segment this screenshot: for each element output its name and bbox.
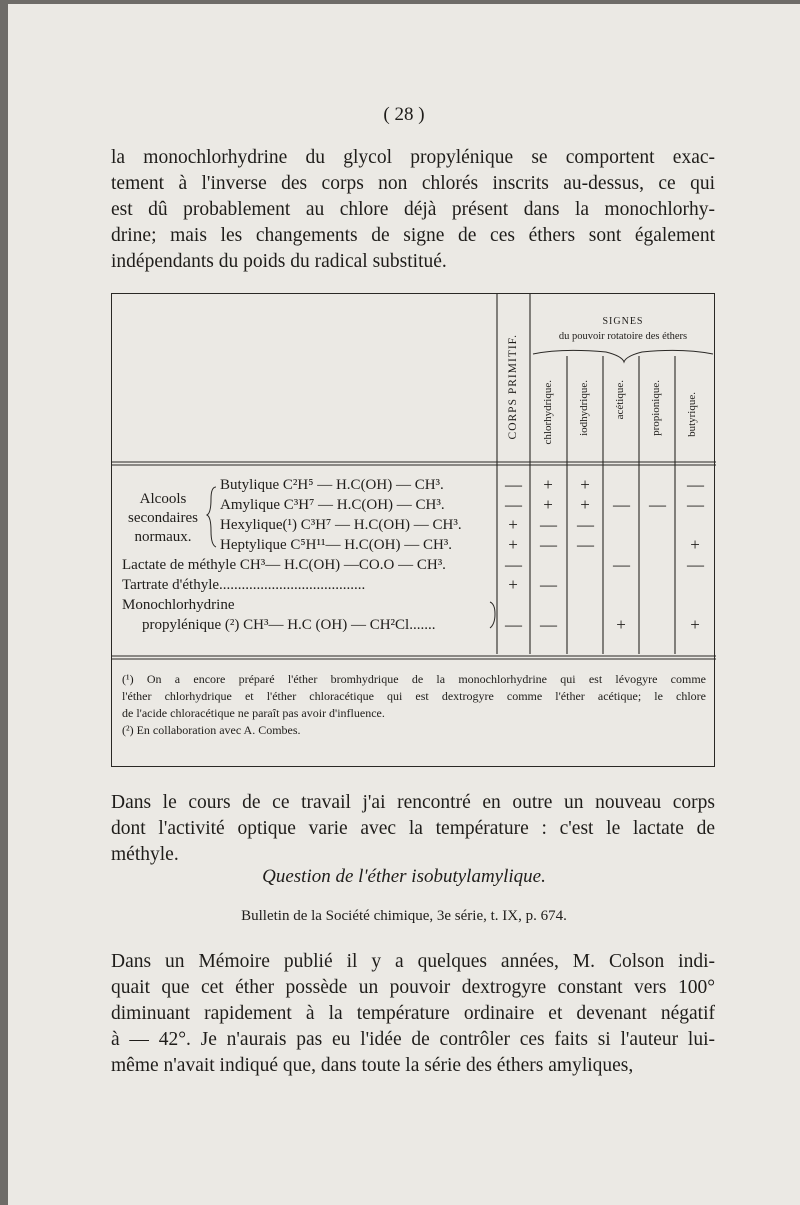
sign-cell: — [687, 555, 704, 574]
group-label-line: Alcools [139, 491, 187, 507]
text-line: à — 42°. Je n'aurais pas eu l'idée de contrôler ces faits si l'auteur lui- [111, 1029, 715, 1050]
row-label-hexylique: Hexylique(¹) C³H⁷ — H.C(OH) — CH³. [220, 517, 462, 533]
footnote-2 [122, 722, 706, 739]
col-header-acetique: acétique. [614, 380, 626, 420]
sign-cell: + [616, 615, 626, 634]
row-label-butylique: Butylique C²H⁵ — H.C(OH) — CH³. [220, 477, 444, 493]
text-line: dont l'activité optique varie avec la température : c'est le lactate de [111, 818, 715, 839]
sign-cell: — [540, 515, 557, 534]
text-line: indépendants du poids du radical substitué. [111, 251, 447, 272]
sign-cell: + [580, 475, 590, 494]
text-line: Dans un Mémoire publié il y a quelques années, M. Colson indi- [111, 951, 715, 972]
rotation-sign-table [111, 293, 715, 767]
sign-cell: — [577, 535, 594, 554]
sign-cell: + [690, 615, 700, 634]
text-line: méthyle. [111, 844, 179, 865]
signes-title: SIGNES [602, 316, 644, 327]
sign-cell: — [687, 495, 704, 514]
row-label-tartrate: Tartrate d'éthyle....................................... [122, 577, 366, 593]
sign-cell: — [540, 575, 557, 594]
section-title: Question de l'éther isobutylamylique. [262, 866, 546, 887]
sign-cell: + [690, 535, 700, 554]
text-line: Dans le cours de ce travail j'ai rencontré en outre un nouveau corps [111, 792, 715, 813]
footnotes [122, 671, 706, 739]
bulletin-reference: Bulletin de la Société chimique, 3e série, t. IX, p. 674. [241, 908, 567, 924]
sign-cell: — [505, 615, 522, 634]
sign-cell: — [687, 475, 704, 494]
sign-cell: + [543, 495, 553, 514]
paragraph-lactate [111, 790, 715, 868]
footnote-line: (²) En collaboration avec A. Combes. [122, 723, 301, 737]
page-number: ( 28 ) [383, 104, 425, 125]
group-label-line: normaux. [134, 529, 192, 545]
sign-cell: — [505, 475, 522, 494]
sign-cell: + [580, 495, 590, 514]
sign-cell: — [505, 555, 522, 574]
text-line: même n'avait indiqué que, dans toute la série des éthers amyliques, [111, 1055, 634, 1076]
footnote-1 [122, 671, 706, 722]
text-line: la monochlorhydrine du glycol propylénique se comportent exac- [111, 147, 715, 168]
text-line: tement à l'inverse des corps non chlorés inscrits au-dessus, ce qui [111, 173, 715, 194]
sign-cell: — [540, 615, 557, 634]
sign-cell: — [577, 515, 594, 534]
col-header-propionique: propionique. [650, 380, 662, 436]
sign-cell: + [508, 535, 518, 554]
row-label-propylenique: propylénique (²) CH³— H.C (OH) — CH²Cl....... [142, 617, 436, 633]
sign-cell: — [540, 535, 557, 554]
col-header-chlorhydrique: chlorhydrique. [542, 380, 554, 445]
row-label-lactate: Lactate de méthyle CH³— H.C(OH) —CO.O — CH³. [122, 557, 446, 573]
text-line: est dû probablement au chlore déjà présent dans la monochlorhy- [111, 199, 715, 220]
sign-cell: — [613, 555, 630, 574]
col-header-iodhydrique: iodhydrique. [578, 380, 590, 436]
footnote-line: de l'acide chloracétique ne paraît pas avoir d'influence. [122, 706, 385, 720]
paragraph-colson [111, 949, 715, 1079]
col-header-primitive: CORPS PRIMITIF. [507, 334, 519, 440]
sign-cell: + [543, 475, 553, 494]
signes-subtitle: du pouvoir rotatoire des éthers [558, 331, 688, 342]
row-label-heptylique: Heptylique C⁵H¹¹— H.C(OH) — CH³. [220, 537, 453, 553]
text-line: diminuant rapidement à la température ordinaire et devenant négatif [111, 1003, 715, 1024]
col-header-butyrique: butyrique. [686, 392, 698, 437]
group-label-line: secondaires [128, 510, 198, 526]
sign-cell: — [649, 495, 666, 514]
sign-cell: — [505, 495, 522, 514]
intro-paragraph [111, 145, 715, 275]
group-label [118, 490, 208, 547]
book-page [8, 4, 800, 1205]
sign-cell: + [508, 575, 518, 594]
text-line: quait que cet éther possède un pouvoir dextrogyre constant vers 100° [111, 977, 715, 998]
footnote-line: (¹) On a encore préparé l'éther bromhydrique de la monochlorhydrine qui est lévogyre comme [122, 672, 706, 686]
row-label-monochlorhydrine: Monochlorhydrine [122, 597, 235, 613]
sign-cell: — [613, 495, 630, 514]
footnote-line: l'éther chlorhydrique et l'éther chloracétique qui est dextrogyre comme l'éther acétique; le chlore [122, 689, 706, 703]
sign-cell: + [508, 515, 518, 534]
text-line: drine; mais les changements de signe de ces éthers sont également [111, 225, 715, 246]
row-label-amylique: Amylique C³H⁷ — H.C(OH) — CH³. [220, 497, 445, 513]
